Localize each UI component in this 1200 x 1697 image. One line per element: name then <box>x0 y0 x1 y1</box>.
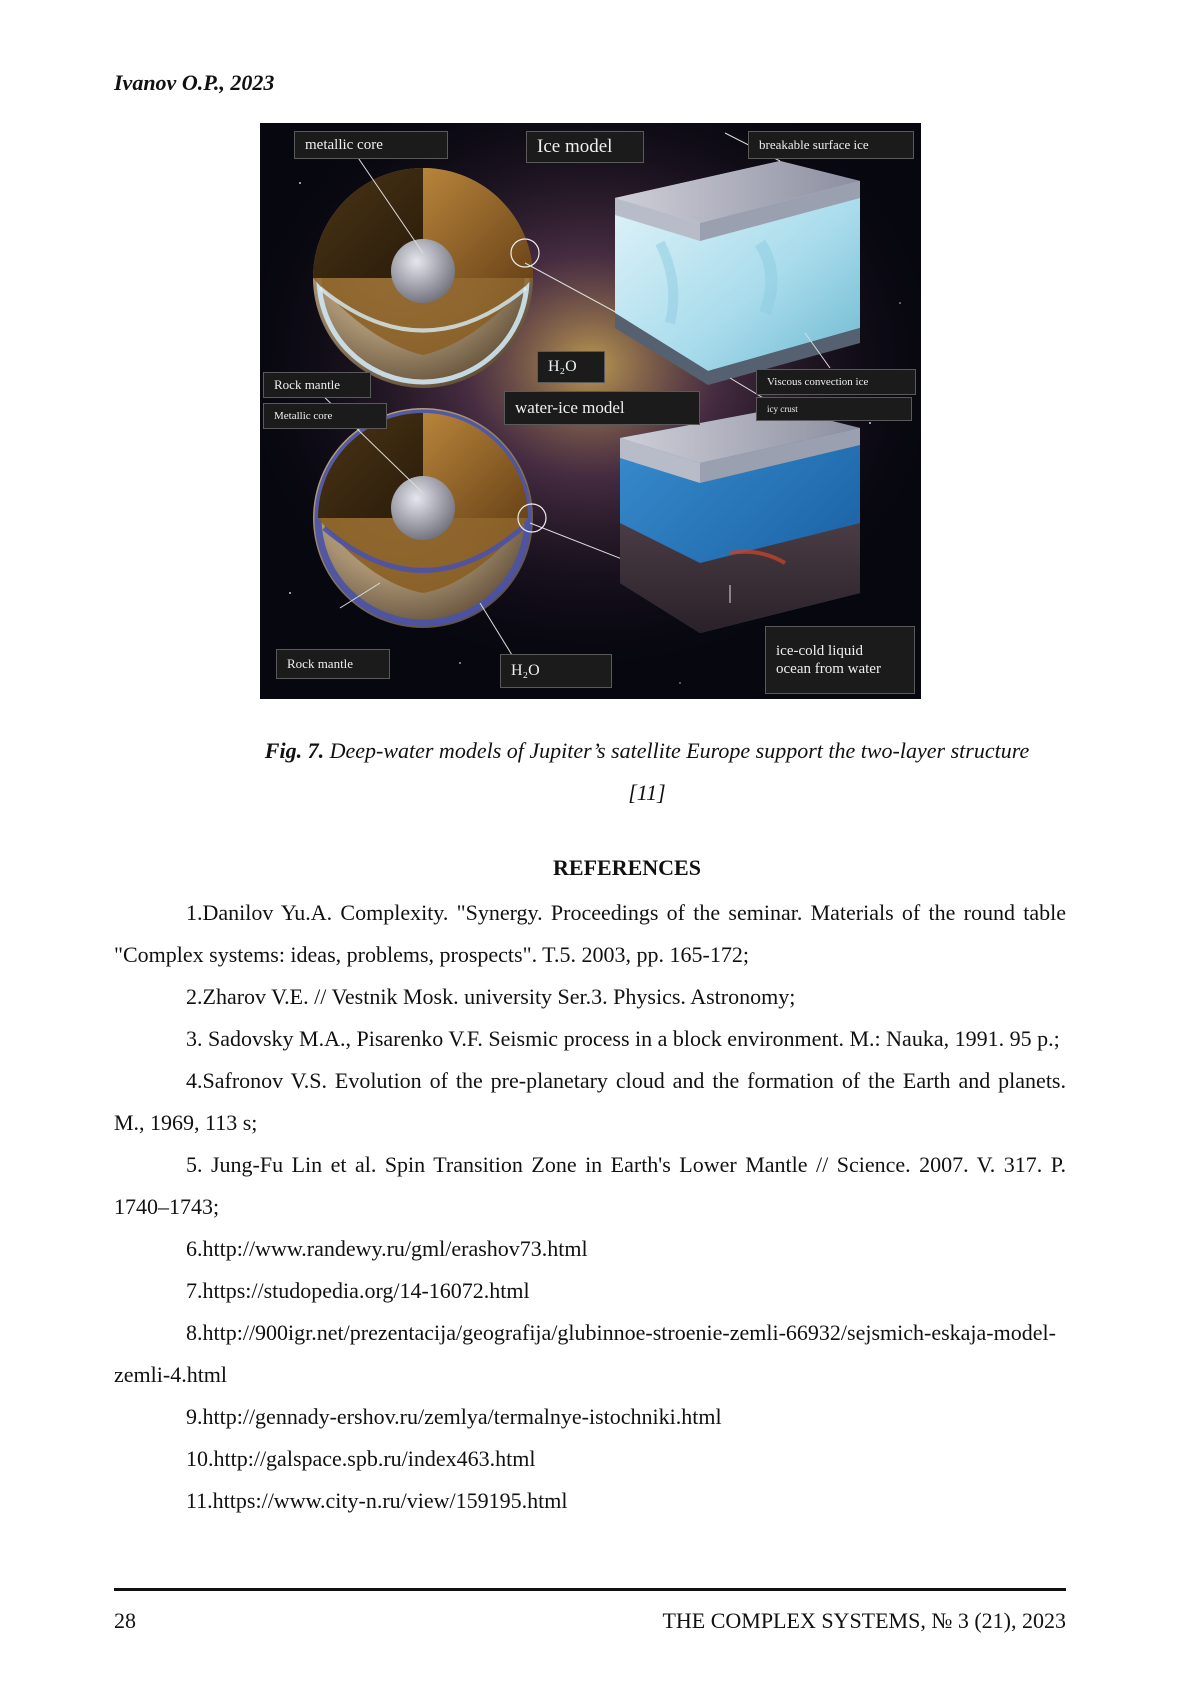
label-ice-cold-ocean <box>765 626 915 694</box>
reference-item: 1.Danilov Yu.A. Complexity. "Synergy. Proceedings of the seminar. Materials of the round table "Complex systems: ideas, problems, prospects". T.5. 2003, pp. 165-172; <box>114 900 1066 967</box>
label-rock-mantle-top: Rock mantle <box>263 372 371 398</box>
reference-item: 2.Zharov V.E. // Vestnik Mosk. university Ser.3. Physics. Astronomy; <box>186 984 796 1009</box>
label-rock-mantle-bottom: Rock mantle <box>276 649 390 679</box>
footer-rule <box>114 1588 1066 1591</box>
label-metallic-core-top: metallic core <box>294 131 448 159</box>
reference-item: 11.https://www.city-n.ru/view/159195.html <box>186 1488 568 1513</box>
reference-item: 9.http://gennady-ershov.ru/zemlya/termalnye-istochniki.html <box>186 1404 722 1429</box>
label-h2o-bottom: H₂O <box>500 654 612 688</box>
europa-models-figure <box>260 123 921 699</box>
reference-item: 7.https://studopedia.org/14-16072.html <box>186 1278 530 1303</box>
reference-item: 5. Jung-Fu Lin et al. Spin Transition Zone in Earth's Lower Mantle // Science. 2007. V. 317. P. 1740–1743; <box>114 1152 1066 1219</box>
figure-caption-number: Fig. 7. <box>264 738 325 763</box>
label-ice-model: Ice model <box>526 131 644 163</box>
reference-item: 10.http://galspace.spb.ru/index463.html <box>186 1446 536 1471</box>
label-icy-crust: icy crust <box>756 397 912 421</box>
references-title: REFERENCES <box>553 855 701 880</box>
journal-footer: THE COMPLEX SYSTEMS, № 3 (21), 2023 <box>662 1608 1066 1633</box>
label-metallic-core-bottom: Metallic core <box>263 403 387 429</box>
reference-item: 8.http://900igr.net/prezentacija/geografija/glubinnoe-stroenie-zemli-66932/sejsmich-eskaja-model-zemli-4.html <box>114 1320 1056 1387</box>
label-breakable-surface-ice: breakable surface ice <box>748 131 914 159</box>
label-h2o-middle: H₂O <box>537 351 605 383</box>
label-ice-cold-ocean-line2: ocean from water <box>776 661 881 677</box>
label-viscous-convection-ice: Viscous convection ice <box>756 369 916 395</box>
label-water-ice-model: water-ice model <box>504 391 700 425</box>
reference-item: 4.Safronov V.S. Evolution of the pre-planetary cloud and the formation of the Earth and planets. M., 1969, 113 s; <box>114 1068 1066 1135</box>
figure-caption-ref: [11] <box>628 780 666 805</box>
label-ice-cold-ocean-line1: ice-cold liquid <box>776 643 864 659</box>
references-list <box>114 892 1066 1522</box>
running-head: Ivanov O.P., 2023 <box>114 70 275 95</box>
reference-item: 3. Sadovsky M.A., Pisarenko V.F. Seismic process in a block environment. M.: Nauka, 1991. 95 p.; <box>186 1026 1060 1051</box>
reference-item: 6.http://www.randewy.ru/gml/erashov73.html <box>186 1236 588 1261</box>
figure-caption-text: Deep-water models of Jupiter’s satellite Europe support the two-layer structure <box>324 738 1030 763</box>
figure-caption <box>114 730 1180 814</box>
page-number: 28 <box>114 1608 136 1633</box>
